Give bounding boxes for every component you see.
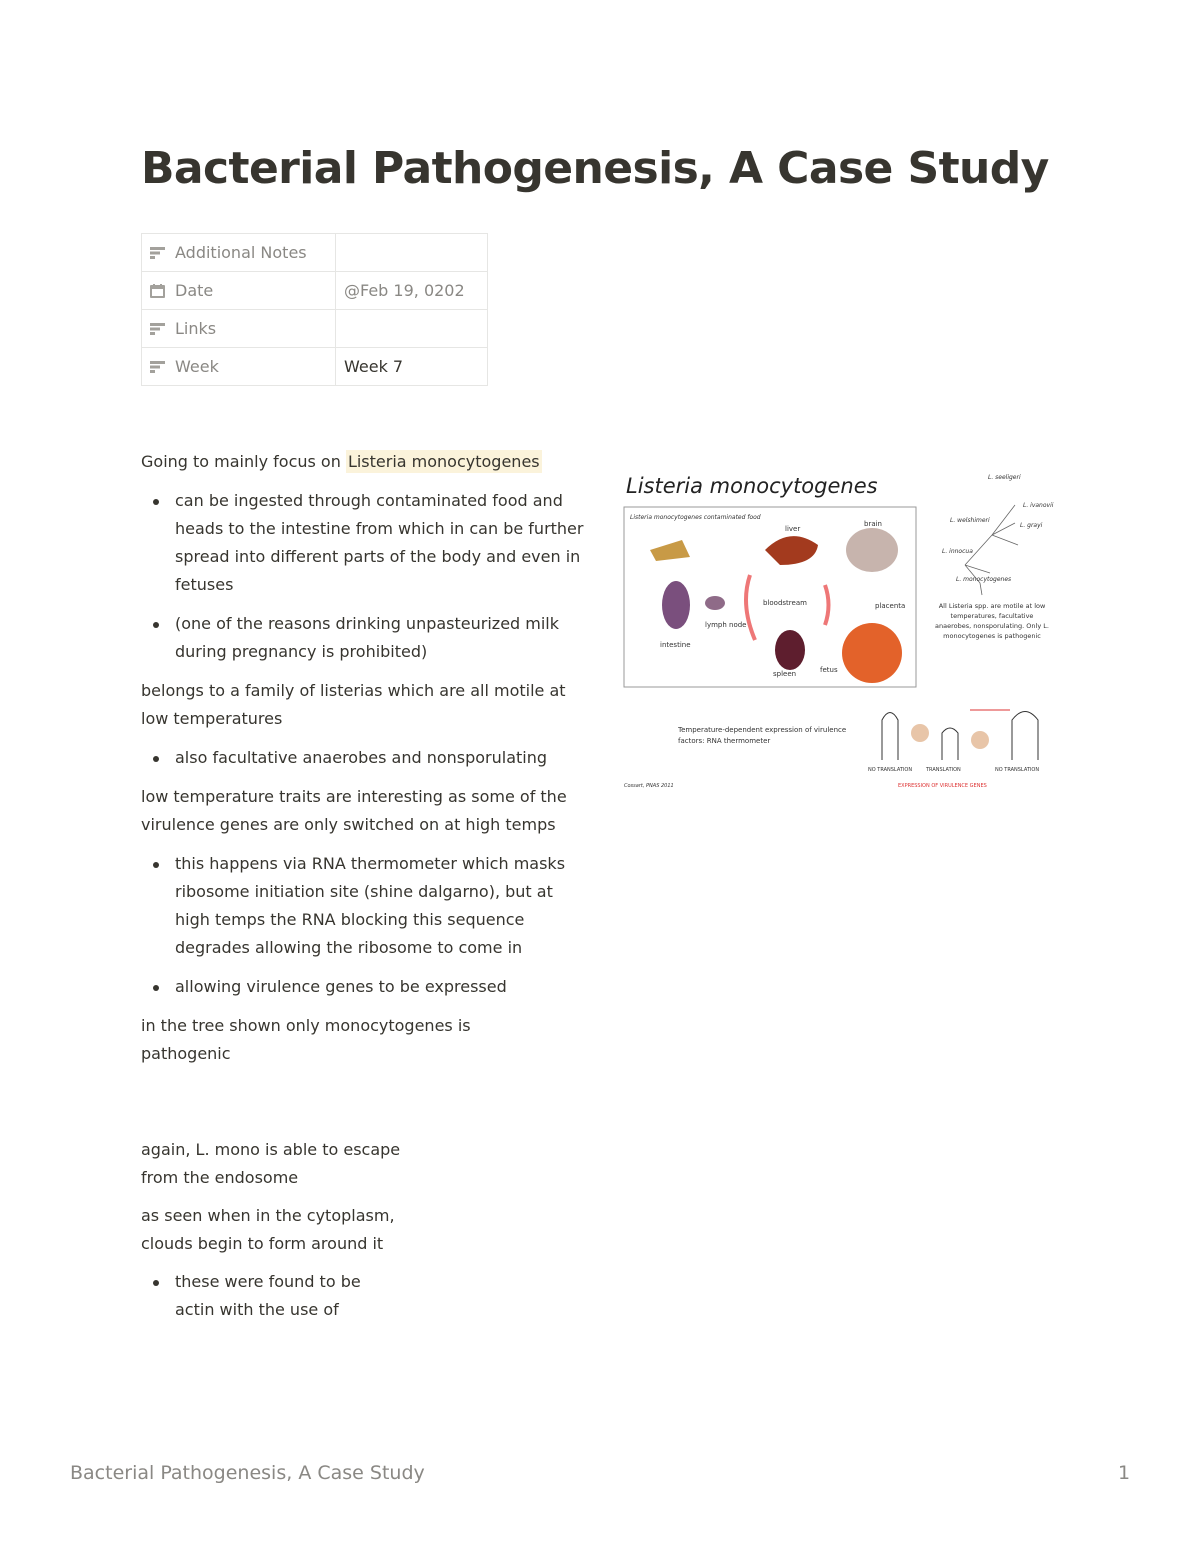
spleen-image xyxy=(775,630,805,670)
brain-image xyxy=(846,528,898,572)
thermo-label: NO TRANSLATION xyxy=(868,767,913,773)
paragraph: low temperature traits are interesting as some of the virulence genes are only switched on at high temps xyxy=(141,787,567,834)
property-value[interactable] xyxy=(336,234,488,272)
property-key xyxy=(142,272,336,310)
list-item: also facultative anaerobes and nonsporulating xyxy=(175,744,586,772)
tree-label: L. seeligeri xyxy=(988,474,1021,481)
page-title: Bacterial Pathogenesis, A Case Study xyxy=(141,143,1049,194)
text-property-icon xyxy=(150,360,165,374)
footer-title: Bacterial Pathogenesis, A Case Study xyxy=(70,1462,425,1484)
property-value[interactable] xyxy=(336,310,488,348)
page-content xyxy=(141,448,586,1335)
label-spleen: spleen xyxy=(773,670,797,678)
panel-caption: Listeria monocytogenes contaminated food xyxy=(630,514,761,521)
paragraph: as seen when in the cytoplasm, clouds begin to form around it xyxy=(141,1206,395,1253)
label-fetus: fetus xyxy=(820,666,838,674)
text-property-icon xyxy=(150,246,165,260)
intestine-image xyxy=(662,581,690,629)
rna-thermometer-diagram xyxy=(882,710,1038,760)
paragraph: belongs to a family of listerias which are all motile at low temperatures xyxy=(141,681,566,728)
property-row[interactable] xyxy=(142,272,488,310)
thermo-label: NO TRANSLATION xyxy=(995,767,1040,773)
tree-label: L. ivanovii xyxy=(1023,502,1054,509)
list-item: this happens via RNA thermometer which masks ribosome initiation site (shine dalgarno), but at high temps the RNA blocking this sequence degrades allowing the ribosome to come in xyxy=(175,850,586,962)
label-placenta: placenta xyxy=(875,602,906,610)
page-number: 1 xyxy=(1118,1462,1131,1484)
list-item: these were found to be actin with the use of xyxy=(175,1268,390,1324)
paragraph: in the tree shown only monocytogenes is pathogenic xyxy=(141,1016,471,1063)
property-value[interactable]: @Feb 19, 0202 xyxy=(336,272,488,310)
thermo-label: TRANSLATION xyxy=(926,767,961,773)
tree-label: L. welshimeri xyxy=(950,517,990,524)
label-liver: liver xyxy=(785,525,801,533)
label-brain: brain xyxy=(864,520,882,528)
thermo-caption: Temperature-dependent expression of virulence factors: RNA thermometer xyxy=(678,726,847,745)
list-item: (one of the reasons drinking unpasteurized milk during pregnancy is prohibited) xyxy=(175,610,586,666)
label-bloodstream: bloodstream xyxy=(763,599,807,607)
figure-title: Listeria monocytogenes xyxy=(626,474,878,498)
label-intestine: intestine xyxy=(660,641,691,649)
property-key xyxy=(142,310,336,348)
bullet-list xyxy=(141,744,586,772)
list-item: allowing virulence genes to be expressed xyxy=(175,973,586,1001)
text-property-icon xyxy=(150,322,165,336)
bullet-list xyxy=(141,1268,586,1324)
property-row[interactable] xyxy=(142,310,488,348)
bullet-list xyxy=(141,487,586,666)
property-key-label: Date xyxy=(175,281,214,300)
tree-label: L. grayi xyxy=(1020,522,1043,529)
property-key-label: Additional Notes xyxy=(175,243,307,262)
property-row[interactable] xyxy=(142,234,488,272)
label-lymph-node: lymph node xyxy=(705,621,747,629)
paragraph xyxy=(141,448,586,476)
figure-credit: Cossart, PNAS 2011 xyxy=(624,783,674,789)
paragraph: again, L. mono is able to escape from the endosome xyxy=(141,1140,401,1187)
side-note: All Listeria spp. are motile at low temperatures, facultative anaerobes, nonsporulating. Only L. monocytogenes is pathogenic xyxy=(935,602,1049,640)
property-key xyxy=(142,234,336,272)
lymph-node-image xyxy=(705,596,725,610)
property-key xyxy=(142,348,336,386)
tree-label: L. innocua xyxy=(942,548,973,555)
tree-label: L. monocytogenes xyxy=(956,576,1012,583)
thermo-bottom-label: EXPRESSION OF VIRULENCE GENES xyxy=(898,783,987,789)
list-item: can be ingested through contaminated food and heads to the intestine from which in can be further spread into different parts of the body and even in fetuses xyxy=(175,487,586,599)
intro-text: Going to mainly focus on xyxy=(141,452,346,471)
highlighted-text: Listeria monocytogenes xyxy=(347,452,540,471)
listeria-figure xyxy=(620,465,1060,795)
bullet-list xyxy=(141,850,586,1001)
calendar-icon xyxy=(150,284,165,298)
property-key-label: Links xyxy=(175,319,217,338)
properties-table xyxy=(141,233,488,386)
placenta-image xyxy=(842,623,902,683)
property-row[interactable] xyxy=(142,348,488,386)
property-key-label: Week xyxy=(175,357,219,376)
property-value[interactable]: Week 7 xyxy=(336,348,488,386)
